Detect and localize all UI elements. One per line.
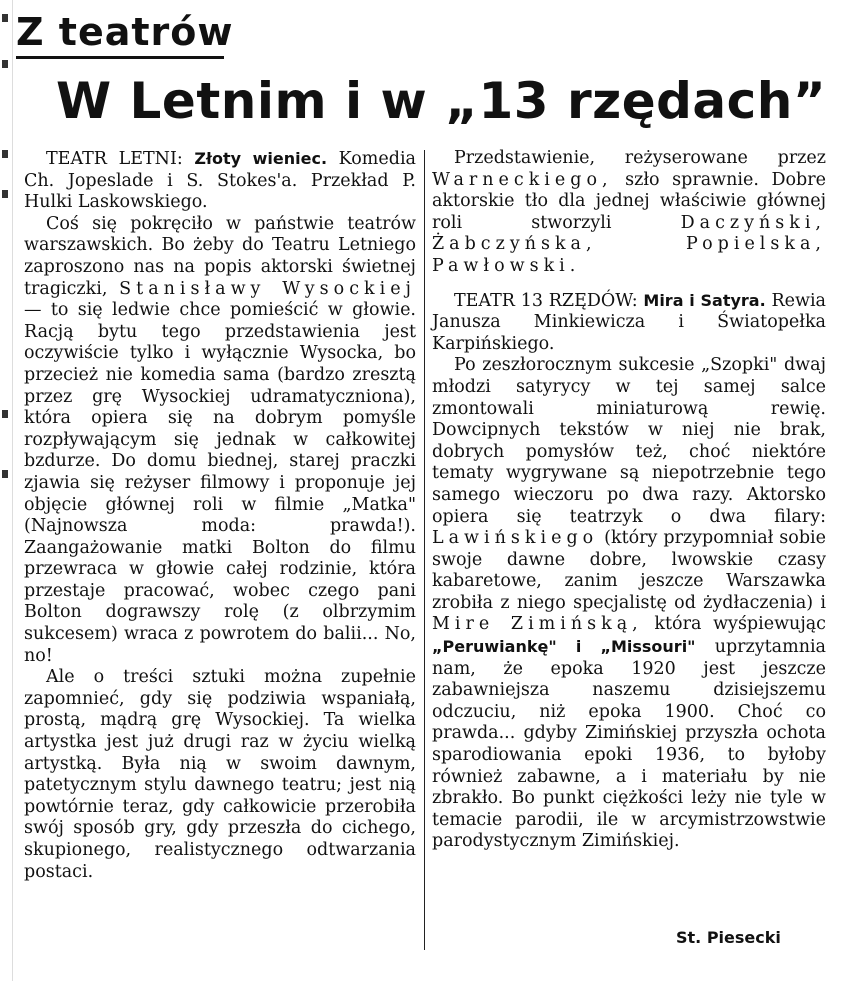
- review1-header: [24, 148, 416, 214]
- paragraph-gap: [432, 278, 826, 290]
- column-divider: [424, 150, 425, 950]
- review2-paragraph-1: [432, 355, 826, 853]
- review1-paragraph-3: [432, 148, 826, 278]
- headline: W Letnim i w „13 rzędach”: [56, 72, 827, 130]
- review1-title: Złoty wieniec.: [194, 149, 328, 168]
- author-signature: St. Piesecki: [676, 928, 781, 947]
- review1-paragraph-2: Ale o treści sztuki można zupełnie zapomnieć, gdy się podziwia wspaniałą, prostą, mądrą grę Wysockiej. Ta wielka artystka jest już drugi raz w życiu wielką artystką. Była nią w swoim dawnym, patetycznym stylu dawnego teatru; jest nią powtórnie teraz, gdy całkowicie przerobiła swój sposób gry, gdy przeszła do cichego, skupionego, realistycznego odtwarzania postaci.: [24, 667, 416, 882]
- review1-p3-text-a: Przedstawienie, reżyserowane przez: [454, 148, 826, 168]
- scan-left-edge: [0, 0, 13, 981]
- review1-p1-text-b: — to się ledwie chce pomieścić w głowie. Racją bytu tego przedstawienia jest oczywiście tylko i wyłącznie Wysocka, bo przecież nie komedia sama (bardzo zresztą przez grę Wysockiej udramatyczniona), która opiera się na dobrym pomyśle rozpływającym się jednak w całkowitej bzdurze. Do domu biednej, starej praczki zjawia się reżyser filmowy i proponuje jej objęcie głównej roli w filmie „Matka" (Najnowsza moda: prawda!). Zaangażowanie matki Bolton do filmu przewraca w głowie całej rodzinie, która przestaje pracować, wobec czego pani Bolton dograwszy rolę (z olbrzymim sukcesem) wraca z powrotem do balii... No, no!: [24, 300, 416, 666]
- review2-song-titles: „Peruwiankę" i „Missouri": [432, 637, 696, 657]
- review2-title: Mira i Satyra.: [643, 290, 766, 310]
- review2-heading: TEATR 13 RZĘDÓW:: [454, 290, 638, 311]
- review1-p3-text-b: szło sprawnie. Dobre aktorskie tło dla jednej właściwie głównej roli stworzyli: [432, 169, 826, 233]
- section-underline: [16, 56, 224, 59]
- review1-credits: Komedia Ch. Jopeslade i S. Stokes'a. Przekład P. Hulki Laskowskiego.: [24, 149, 416, 213]
- review1-cast-names: Daczyński, Żabczyńska, Popielska, Pawłowski.: [432, 212, 826, 276]
- review1-heading: TEATR LETNI:: [46, 149, 183, 169]
- scan-artifact: [2, 150, 8, 158]
- review2-p1-text-d: uprzytamnia nam, że epoka 1920 jest jeszcze zabawniejsza naszemu dzisiejszemu odczuciu, niż epoka 1900. Choć co prawda... gdyby Zimińskiej przyszła ochota sparodiowania epoki 1936, to byłoby również zabawne, a i materiału by nie zbrakło. Bo punkt ciężkości leży nie tyle w temacie parodii, ile w arcymistrzowstwie parodystycznym Zimińskiej.: [432, 637, 826, 852]
- review1-p1-text-a: Coś się pokręciło w państwie teatrów warszawskich. Bo żeby do Teatru Letniego zaproszono nas na popis aktorski świetnej tragiczki,: [24, 213, 416, 299]
- review2-p1-text-c: która wyśpiewując: [654, 614, 826, 635]
- review2-actor-name: Lawińskiego: [432, 528, 599, 549]
- column-left: [24, 148, 416, 883]
- review1-paragraph-1: [24, 214, 416, 667]
- scan-artifact: [2, 470, 8, 478]
- scan-artifact: [2, 410, 8, 418]
- scan-artifact: [2, 190, 8, 198]
- scan-artifact: [2, 60, 8, 68]
- review2-actress-name: Mire Zimińską,: [432, 614, 643, 635]
- scan-artifact: [2, 14, 8, 22]
- review1-director-name: Warneckiego,: [432, 169, 613, 190]
- review2-header: [432, 290, 826, 356]
- review2-p1-text-b: (który przypomniał sobie swoje dawne dobre, lwowskie czasy kabaretowe, zanim jeszcze Warszawka zrobiła z niego specjalistę od żydłaczenia) i: [432, 528, 826, 613]
- review2-p1-text-a: Po zeszłorocznym sukcesie „Szopki" dwaj młodzi satyrycy w tej samej salce zmontowali miniaturową rewię. Dowcipnych tekstów w niej nie brak, dobrych pomysłów też, choć niektóre tematy wygrywane są niepotrzebnie tego samego wieczoru po dwa razy. Aktorsko opiera się teatrzyk o dwa filary:: [432, 355, 826, 527]
- section-title: Z teatrów: [16, 10, 234, 54]
- column-right: [432, 148, 826, 853]
- review2-credits: Rewia Janusza Minkiewicza i Światopełka Karpińskiego.: [432, 290, 826, 354]
- review1-actress-name: Stanisławy Wysockiej: [119, 278, 416, 299]
